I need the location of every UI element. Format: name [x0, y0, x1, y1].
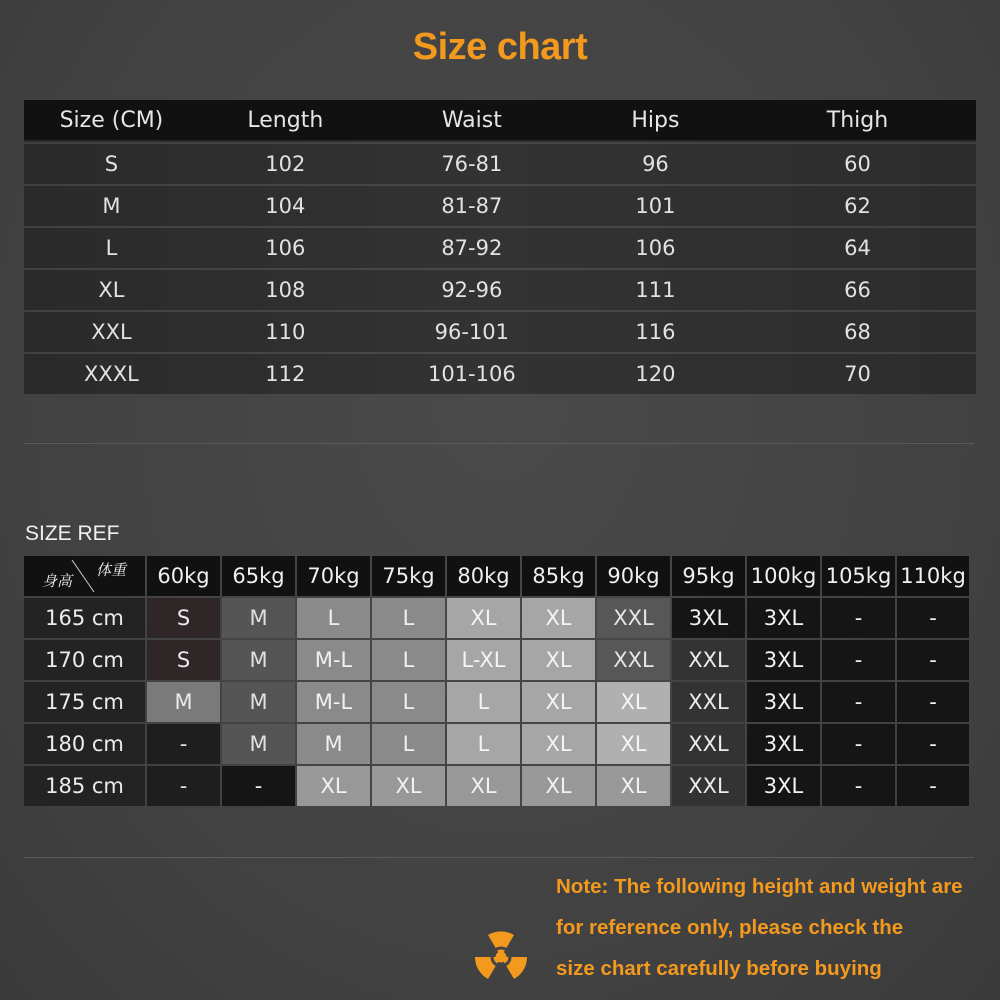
size-ref-cell: XL [597, 766, 670, 806]
cell-thigh: 66 [844, 278, 871, 302]
size-ref-cell: M [222, 682, 295, 722]
size-ref-cell: XXL [672, 766, 745, 806]
size-ref-cell: XL [522, 766, 595, 806]
size-ref-cell: 3XL [747, 598, 820, 638]
cell-waist: 76-81 [441, 152, 503, 176]
weight-header: 60kg [147, 556, 220, 596]
corner-height-label: 身高 [42, 572, 73, 590]
cell-hips: 116 [635, 320, 676, 344]
size-ref-cell: - [897, 640, 969, 680]
size-ref-cell: M [222, 598, 295, 638]
cell-thigh: 68 [844, 320, 871, 344]
size-ref-cell: - [822, 598, 895, 638]
size-ref-cell: - [822, 766, 895, 806]
size-ref-cell: S [147, 598, 220, 638]
size-ref-cell: XL [447, 598, 520, 638]
cell-length: 108 [265, 278, 306, 302]
height-label: 175 cm [24, 682, 145, 722]
cell-length: 110 [265, 320, 306, 344]
weight-header: 110kg [897, 556, 969, 596]
cell-waist: 87-92 [441, 236, 503, 260]
size-ref-cell: M-L [297, 640, 370, 680]
size-ref-cell: M [297, 724, 370, 764]
size-ref-cell: L [297, 598, 370, 638]
size-ref-cell: - [822, 640, 895, 680]
size-chart-row [24, 228, 976, 268]
height-label: 185 cm [24, 766, 145, 806]
cell-length: 106 [265, 236, 306, 260]
size-ref-cell: M [147, 682, 220, 722]
size-ref-cell: 3XL [747, 640, 820, 680]
cell-size: L [105, 236, 118, 260]
header-size: Size (CM) [59, 107, 164, 133]
cell-size: XXL [91, 320, 132, 344]
header-length: Length [247, 107, 324, 133]
size-ref-cell: - [222, 766, 295, 806]
corner-weight-label: 体重 [96, 561, 127, 579]
cell-waist: 81-87 [441, 194, 503, 218]
size-ref-cell: - [897, 724, 969, 764]
size-ref-cell: - [822, 724, 895, 764]
size-ref-cell: L [372, 682, 445, 722]
size-ref-cell: 3XL [747, 682, 820, 722]
cell-waist: 92-96 [441, 278, 503, 302]
size-chart-row [24, 270, 976, 310]
cell-hips: 96 [642, 152, 669, 176]
size-ref-cell: 3XL [747, 766, 820, 806]
weight-header: 95kg [672, 556, 745, 596]
weight-header: 85kg [522, 556, 595, 596]
size-ref-row [24, 682, 969, 722]
height-label: 165 cm [24, 598, 145, 638]
size-ref-label: SIZE REF [25, 522, 120, 545]
cell-thigh: 64 [844, 236, 871, 260]
size-chart-header-row [24, 100, 976, 142]
size-chart-table [24, 100, 976, 394]
cell-hips: 101 [635, 194, 676, 218]
cell-size: S [104, 152, 119, 176]
size-ref-row [24, 724, 969, 764]
cell-size: XXXL [84, 362, 139, 386]
size-ref-cell: S [147, 640, 220, 680]
size-ref-cell: 3XL [672, 598, 745, 638]
height-label: 180 cm [24, 724, 145, 764]
weight-header: 100kg [747, 556, 820, 596]
cell-hips: 111 [635, 278, 676, 302]
size-ref-cell: M [222, 724, 295, 764]
corner-cell [24, 556, 145, 596]
size-ref-cell: - [147, 724, 220, 764]
cell-thigh: 70 [844, 362, 871, 386]
size-ref-row [24, 766, 969, 806]
section-divider-top [24, 443, 974, 444]
size-ref-grid [24, 556, 969, 806]
size-chart-row [24, 354, 976, 394]
size-ref-cell: - [897, 598, 969, 638]
weight-header: 105kg [822, 556, 895, 596]
cell-hips: 106 [635, 236, 676, 260]
weight-header: 90kg [597, 556, 670, 596]
size-ref-cell: XL [447, 766, 520, 806]
size-ref-cell: - [897, 766, 969, 806]
cell-length: 102 [265, 152, 306, 176]
note-line-2: for reference only, please check the [556, 916, 904, 939]
header-thigh: Thigh [826, 107, 889, 133]
size-ref-cell: XL [522, 598, 595, 638]
cell-size: XL [98, 278, 125, 302]
size-ref-cell: XXL [597, 598, 670, 638]
size-ref-header-row [24, 556, 969, 596]
size-ref-row [24, 598, 969, 638]
size-ref-cell: L [372, 598, 445, 638]
cell-waist: 101-106 [427, 362, 516, 386]
size-ref-cell: - [822, 682, 895, 722]
page-title: Size chart [412, 26, 588, 68]
size-ref-cell: XXL [597, 640, 670, 680]
height-label: 170 cm [24, 640, 145, 680]
cell-thigh: 62 [844, 194, 871, 218]
size-ref-cell: L [447, 724, 520, 764]
size-ref-cell: XXL [672, 640, 745, 680]
size-ref-cell: M [222, 640, 295, 680]
weight-header: 80kg [447, 556, 520, 596]
size-chart-row [24, 144, 976, 184]
header-hips: Hips [631, 107, 680, 133]
size-chart-row [24, 312, 976, 352]
weight-header: 75kg [372, 556, 445, 596]
radiation-logo-icon [472, 928, 530, 986]
size-ref-cell: 3XL [747, 724, 820, 764]
size-ref-cell: XL [597, 724, 670, 764]
note-line-1: Note: The following height and weight are [556, 875, 963, 898]
note-text [556, 866, 996, 989]
size-ref-cell: M-L [297, 682, 370, 722]
size-chart-row [24, 186, 976, 226]
size-ref-cell: XL [597, 682, 670, 722]
size-ref-cell: XXL [672, 724, 745, 764]
section-divider-bottom [24, 857, 974, 858]
size-ref-row [24, 640, 969, 680]
cell-hips: 120 [635, 362, 676, 386]
size-ref-cell: L [372, 724, 445, 764]
weight-header: 70kg [297, 556, 370, 596]
size-ref-cell: XL [522, 640, 595, 680]
cell-thigh: 60 [844, 152, 871, 176]
size-ref-cell: XXL [672, 682, 745, 722]
weight-header: 65kg [222, 556, 295, 596]
cell-length: 104 [265, 194, 306, 218]
note-line-3: size chart carefully before buying [556, 957, 882, 980]
header-waist: Waist [441, 107, 502, 133]
cell-size: M [102, 194, 121, 218]
size-ref-cell: L [447, 682, 520, 722]
cell-waist: 96-101 [434, 320, 510, 344]
size-ref-cell: L-XL [447, 640, 520, 680]
size-ref-cell: L [372, 640, 445, 680]
size-ref-cell: XL [522, 724, 595, 764]
cell-length: 112 [265, 362, 306, 386]
size-ref-cell: - [147, 766, 220, 806]
size-ref-cell: - [897, 682, 969, 722]
size-ref-cell: XL [522, 682, 595, 722]
size-ref-cell: XL [372, 766, 445, 806]
size-ref-cell: XL [297, 766, 370, 806]
